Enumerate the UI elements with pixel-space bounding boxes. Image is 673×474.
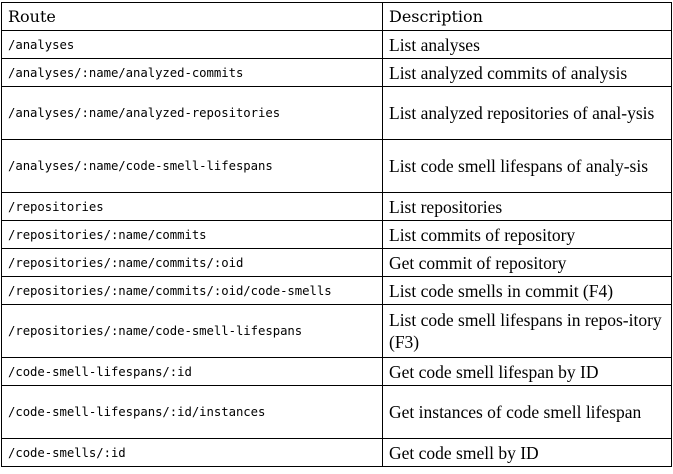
description-cell: List analyzed repositories of anal-ysis (383, 87, 672, 140)
table-row (2, 221, 672, 249)
description-cell: List code smell lifespans in repos-itory (F3) (383, 305, 672, 358)
description-cell: List code smells in commit (F4) (383, 277, 672, 305)
route-cell: /repositories/:name/code-smell-lifespans (2, 305, 383, 358)
routes-table (1, 2, 672, 467)
route-cell: /analyses/:name/analyzed-repositories (2, 87, 383, 140)
route-cell: /analyses/:name/analyzed-commits (2, 59, 383, 87)
description-cell: List analyzed commits of analysis (383, 59, 672, 87)
description-cell: List analyses (383, 31, 672, 59)
table-row (2, 87, 672, 140)
route-cell: /code-smell-lifespans/:id (2, 358, 383, 386)
table-row (2, 305, 672, 358)
table-header-row (2, 3, 672, 31)
description-cell: Get code smell lifespan by ID (383, 358, 672, 386)
table-row (2, 386, 672, 439)
description-cell: Get commit of repository (383, 249, 672, 277)
route-cell: /repositories (2, 193, 383, 221)
table-row (2, 31, 672, 59)
table-row (2, 439, 672, 467)
table-row (2, 59, 672, 87)
description-cell: Get code smell by ID (383, 439, 672, 467)
route-column-header: Route (2, 3, 383, 31)
route-cell: /repositories/:name/commits/:oid/code-smells (2, 277, 383, 305)
route-cell: /analyses/:name/code-smell-lifespans (2, 140, 383, 193)
route-cell: /repositories/:name/commits/:oid (2, 249, 383, 277)
route-cell: /code-smells/:id (2, 439, 383, 467)
description-cell: List repositories (383, 193, 672, 221)
table-row (2, 140, 672, 193)
description-column-header: Description (383, 3, 672, 31)
description-cell: Get instances of code smell lifespan (383, 386, 672, 439)
table-row (2, 358, 672, 386)
route-cell: /repositories/:name/commits (2, 221, 383, 249)
table-row (2, 193, 672, 221)
table-row (2, 249, 672, 277)
route-cell: /analyses (2, 31, 383, 59)
table-row (2, 277, 672, 305)
route-cell: /code-smell-lifespans/:id/instances (2, 386, 383, 439)
description-cell: List commits of repository (383, 221, 672, 249)
description-cell: List code smell lifespans of analy-sis (383, 140, 672, 193)
